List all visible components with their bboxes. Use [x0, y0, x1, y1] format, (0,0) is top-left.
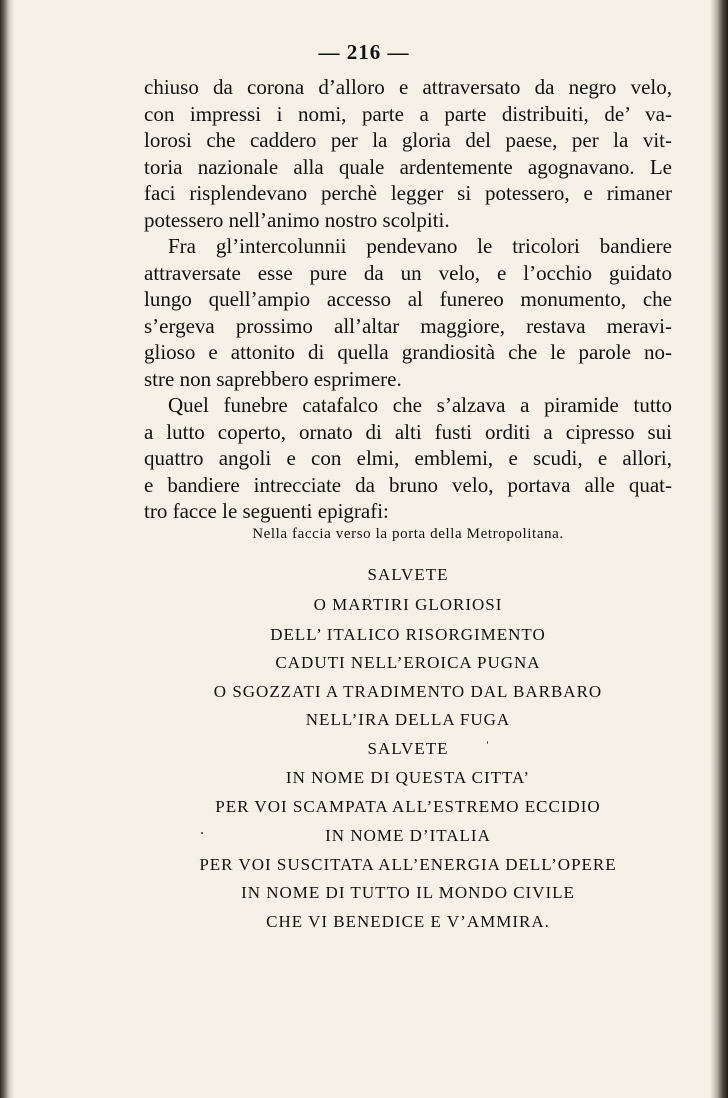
- text-line: toria nazionale alla quale ardentemente agognavano. Le: [144, 154, 672, 179]
- text-line: glioso e attonito di quella grandiosità che le parole no-: [144, 340, 672, 364]
- epigraph-line: SALVETE: [367, 739, 449, 758]
- epigraph-line: IN NOME DI QUESTA CITTA’: [285, 768, 531, 787]
- text-line: stre non saprebbero esprimere.: [144, 366, 402, 391]
- page-number: — 216 —: [318, 40, 410, 64]
- text-line: attraversate esse pure da un velo, e l’occhio guidato: [144, 260, 672, 285]
- page-outer-edge: [710, 0, 728, 1098]
- epigraph-line: CHE VI BENEDICE E V’AMMIRA.: [266, 912, 550, 931]
- text-line: con impressi i nomi, parte a parte distribuiti, de’ va-: [144, 101, 672, 126]
- epigraph-line: IN NOME DI TUTTO IL MONDO CIVILE: [241, 883, 575, 902]
- text-line: faci risplendevano perchè legger si potessero, e rimaner: [144, 181, 672, 205]
- body-text: [144, 74, 672, 525]
- epigraph-line: SALVETE: [367, 565, 449, 584]
- epigraph-line: IN NOME D’ITALIA: [325, 826, 491, 845]
- caption-text: Nella faccia verso la porta della Metropolitana.: [252, 526, 564, 542]
- text-line: s’ergeva prossimo all’altar maggiore, restava meravi-: [144, 313, 672, 338]
- epigraph-line: CADUTI NELL’EROICA PUGNA: [275, 653, 541, 672]
- ink-speck: [201, 832, 203, 834]
- text-line: tro facce le seguenti epigrafi:: [144, 499, 389, 523]
- text-line: lungo quell’ampio accesso al funereo monumento, che: [144, 287, 672, 311]
- ink-speck: [487, 741, 488, 744]
- paragraph: [144, 392, 672, 525]
- text-line: potessero nell’animo nostro scolpiti.: [144, 207, 450, 232]
- epigraph-line: DELL’ ITALICO RISORGIMENTO: [270, 625, 546, 644]
- epigraph-line: O SGOZZATI A TRADIMENTO DAL BARBARO: [213, 682, 603, 701]
- text-line: quattro angoli e con elmi, emblemi, e scudi, e allori,: [144, 446, 672, 470]
- text-line: a lutto coperto, ornato di alti fusti orditi a cipresso sui: [144, 419, 672, 444]
- text-line: Fra gl’intercolunnii pendevano le tricolori bandiere: [168, 234, 672, 258]
- text-line: chiuso da corona d’alloro e attraversato da negro velo,: [144, 75, 672, 99]
- paragraph: [144, 233, 672, 392]
- text-line: Quel funebre catafalco che s’alzava a piramide tutto: [168, 393, 672, 417]
- epigraph-line: PER VOI SCAMPATA ALL’ESTREMO ECCIDIO: [215, 797, 601, 816]
- epigraph-line: NELL’IRA DELLA FUGA: [305, 710, 511, 729]
- epigraph-line: PER VOI SUSCITATA ALL’ENERGIA DELL’OPERE: [199, 855, 617, 874]
- epigraph-line: O MARTIRI GLORIOSI: [313, 595, 503, 614]
- paragraph: [144, 74, 672, 233]
- text-line: lorosi che caddero per la gloria del paese, per la vit-: [144, 128, 672, 152]
- page-binding-edge: [0, 0, 14, 1098]
- text-line: e bandiere intrecciate da bruno velo, portava alle quat-: [144, 472, 672, 497]
